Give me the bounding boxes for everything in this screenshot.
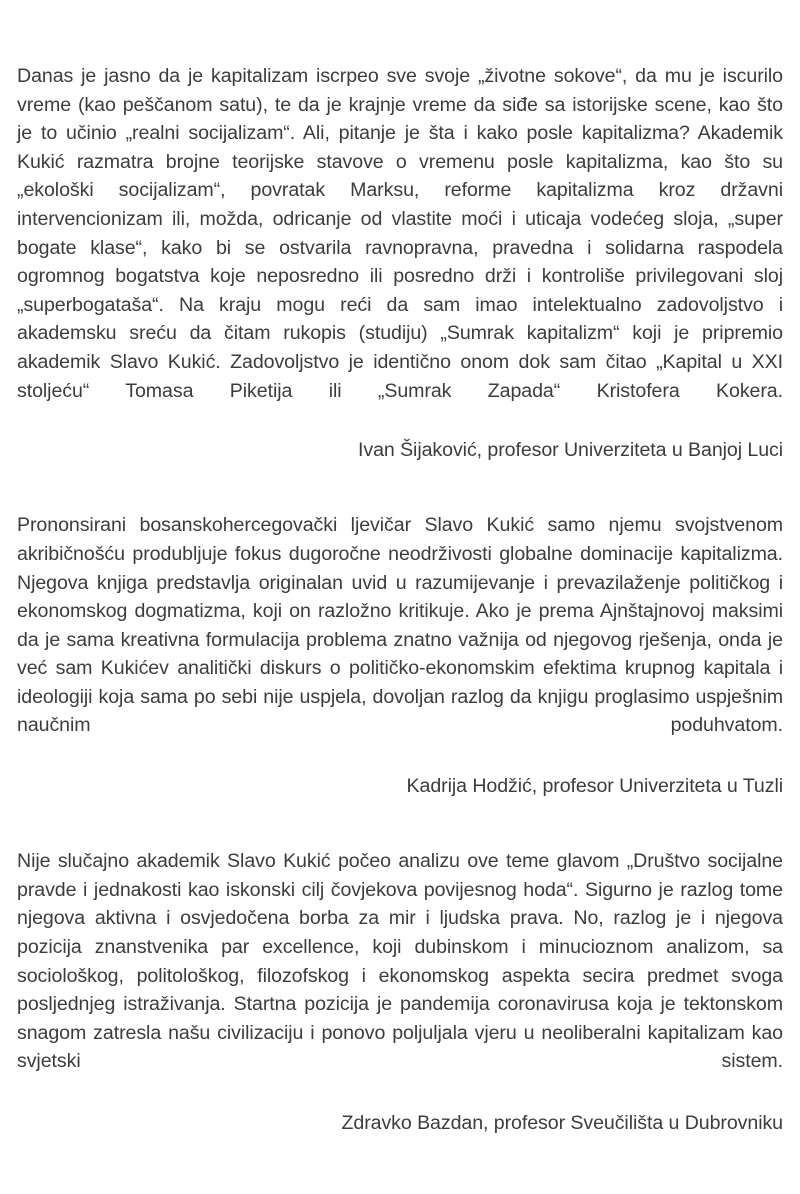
endorsement-block xyxy=(17,62,783,464)
endorsement-attribution: Ivan Šijaković, profesor Univerziteta u Banjoj Luci xyxy=(357,438,783,461)
endorsement-body-text: Danas je jasno da je kapitalizam iscrpeo sve svoje „životne sokove“, da mu je iscurilo vreme (kao peščanom satu), te da je krajnje vreme da siđe sa istorijske scene, kao što je to učinio „realni socijalizam“. Ali, pitanje je šta i kako posle kapitalizma? Akademik Kukić razmatra brojne teorijske stavove o vremenu posle kapitalizma, kao što su „ekološki socijalizam“, povratak Marksu, reforme kapitalizma kroz državni intervencionizam ili, možda, odricanje od vlastite moći i uticaja vodećeg sloja, „super bogate klase“, kako bi se ostvarila ravnopravna, pravedna i solidarna raspodela ogromnog bogatstva koje neposredno ili posredno drži i kontroliše privilegovani sloj „superbogataša“. Na kraju mogu reći da sam imao intelektualno zadovoljstvo i akademsku sreću da čitam rukopis (studiju) „Sumrak kapitalizm“ koji je pripremio akademik Slavo Kukić. Zadovoljstvo je identično onom dok sam čitao „Kapital u XXI stoljeću“ Tomasa Piketija ili „Sumrak Zapada“ Kristofera Kokera. xyxy=(17,65,783,402)
endorsement-attribution: Kadrija Hodžić, profesor Univerziteta u Tuzli xyxy=(406,774,783,797)
endorsements-section xyxy=(17,0,783,1137)
endorsement-block xyxy=(17,511,783,800)
endorsement-body-text: Prononsirani bosanskohercegovački ljevičar Slavo Kukić samo njemu svojstvenom akribičnošću produbljuje fokus dugoročne neodrživosti globalne dominacije kapitalizma. Njegova knjiga predstavlja originalan uvid u razumijevanje i prevazilaženje političkog i ekonomskog dogmatizma, koji on razložno kritikuje. Ako je prema Ajnštajnovoj maksimi da je sama kreativna formulacija problema znatno važnija od njegovog rješenja, onda je već sam Kukićev analitički diskurs o političko-ekonomskim efektima krupnog kapitala i ideologiji koja sama po sebi nije uspjela, dovoljan razlog da knjigu proglasimo uspješnim naučnim poduhvatom. xyxy=(17,514,783,737)
endorsement-attribution: Zdravko Bazdan, profesor Sveučilišta u Dubrovniku xyxy=(341,1111,783,1134)
endorsement-body-text: Nije slučajno akademik Slavo Kukić počeo analizu ove teme glavom „Društvo socijalne pravde i jednakosti kao iskonski cilj čovjekova povijesnog hoda“. Sigurno je razlog tome njegova aktivna i osvjedočena borba za mir i ljudska prava. No, razlog je i njegova pozicija znanstvenika par excellence, koji dubinskom i minucioznom analizom, sa sociološkog, politološkog, filozofskog i ekonomskog aspekta secira predmet svoga posljednjeg istraživanja. Startna pozicija je pandemija coronavirusa koja je tektonskom snagom zatresla našu civilizaciju i ponovo poljuljala vjeru u neoliberalni kapitalizam kao svjetski sistem. xyxy=(17,850,783,1073)
endorsement-block xyxy=(17,847,783,1137)
